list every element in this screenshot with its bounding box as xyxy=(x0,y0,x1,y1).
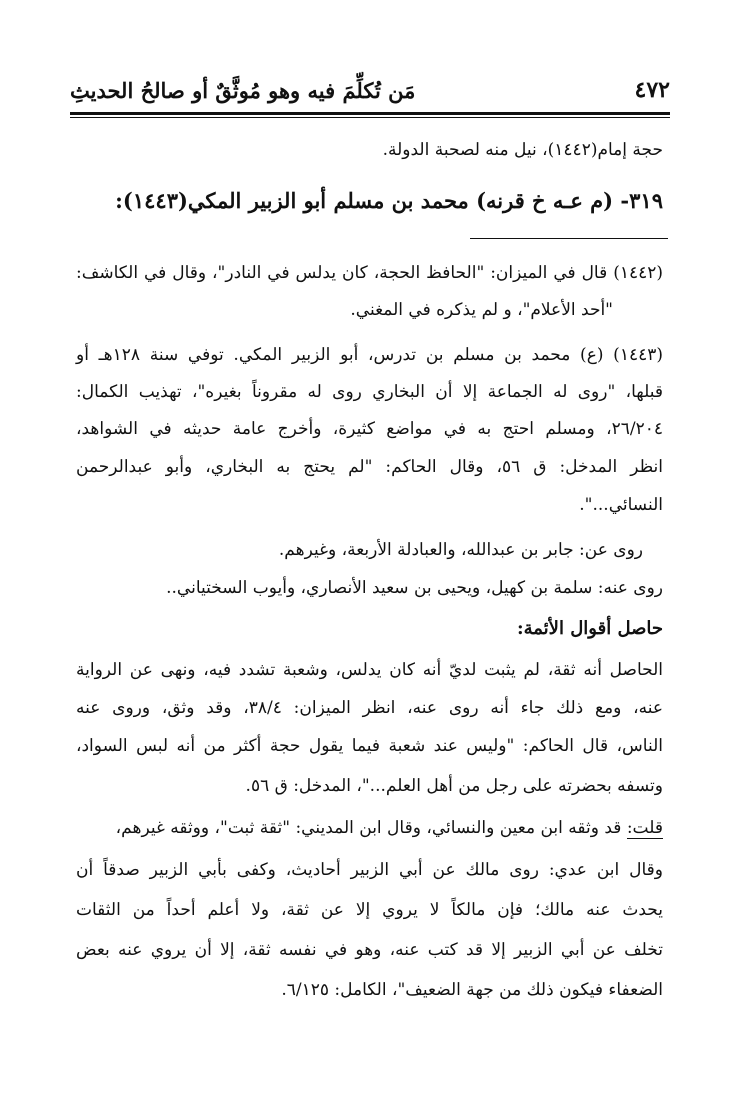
footnote-1443-line-3: ٢٦/٢٠٤، ومسلم احتج به في مواضع كثيرة، وأخرج عامة حديثه في الشواهد، xyxy=(76,419,663,439)
running-header xyxy=(70,70,670,110)
footnote-separator xyxy=(470,238,668,239)
header-rule-thick xyxy=(70,112,670,115)
footnote-1443-line-1: (١٤٤٣) (ع) محمد بن مسلم بن تدرس، أبو الزبير المكي. توفي سنة ١٢٨هـ أو xyxy=(76,345,663,365)
entry-heading: ٣١٩- (م عـه خ قرنه) محمد بن مسلم أبو الزبير المكي(١٤٤٣): xyxy=(115,188,663,213)
qult-line-5: الضعفاء فيكون ذلك من جهة الضعيف"، الكامل: ٦/١٢٥. xyxy=(281,980,663,1000)
intro-line: حجة إمام(١٤٤٢)، نيل منه لصحبة الدولة. xyxy=(382,140,663,160)
rawa-anhu-line: روى عنه: سلمة بن كهيل، ويحيى بن سعيد الأنصاري، وأيوب السختياني.. xyxy=(166,578,663,598)
footnote-1442-line-2: "أحد الأعلام"، و لم يذكره في المغني. xyxy=(350,300,613,320)
page-number: ٤٧٢ xyxy=(634,77,670,103)
footnote-1443-line-2: قبلها، "روى له الجماعة إلا أن البخاري روى له مقروناً بغيره"، تهذيب الكمال: xyxy=(76,382,663,402)
qult-line-3: يحدث عنه مالك؛ فإن مالكاً لا يروي إلا عن ثقة، ولا أعلم أحداً من الثقات xyxy=(76,900,663,920)
qult-line-4: تخلف عن أبي الزبير إلا قد كتب عنه، وهو في نفسه ثقة، إلا أن يروي عنه بعض xyxy=(76,940,663,960)
footnote-1443-line-4: انظر المدخل: ق ٥٦، وقال الحاكم: "لم يحتج به البخاري، وأبو عبدالرحمن xyxy=(76,457,663,477)
rawa-an-line: روى عن: جابر بن عبدالله، والعبادلة الأربعة، وغيرهم. xyxy=(278,540,643,560)
qult-line-1 xyxy=(116,818,663,838)
running-title: مَن تُكلِّمَ فيه وهو مُوثَّقٌ أو صالحُ الحديثِ xyxy=(70,77,416,103)
summary-line-4: وتسفه بحضرته على رجل من أهل العلم..."، المدخل: ق ٥٦. xyxy=(245,776,663,796)
qult-line-2: وقال ابن عدي: روى مالك عن أبي الزبير أحاديث، وكفى بأبي الزبير صدقاً أن xyxy=(76,860,663,880)
summary-line-2: عنه، ومع ذلك جاء أنه روى عنه، انظر الميزان: ٣٨/٤، وقد وثق، وروى عنه xyxy=(76,698,663,718)
qult-line-1-text: قد وثقه ابن معين والنسائي، وقال ابن المديني: "ثقة ثبت"، ووثقه غيرهم، xyxy=(115,818,627,838)
qult-label: قلت: xyxy=(626,818,663,838)
header-rule-thin xyxy=(70,117,670,118)
summary-line-1: الحاصل أنه ثقة، لم يثبت لديّ أنه كان يدلس، وشعبة تشدد فيه، ونهى عن الرواية xyxy=(76,660,663,680)
summary-heading: حاصل أقوال الأئمة: xyxy=(516,618,663,639)
summary-line-3: الناس، قال الحاكم: "وليس عند شعبة فيما يقول حجة أكثر من أنه لبس السواد، xyxy=(76,736,663,756)
footnote-1442-line-1: (١٤٤٢) قال في الميزان: "الحافظ الحجة، كان يدلس في النادر"، وقال في الكاشف: xyxy=(76,263,663,283)
footnote-1443-line-5: النسائي...". xyxy=(579,495,663,515)
